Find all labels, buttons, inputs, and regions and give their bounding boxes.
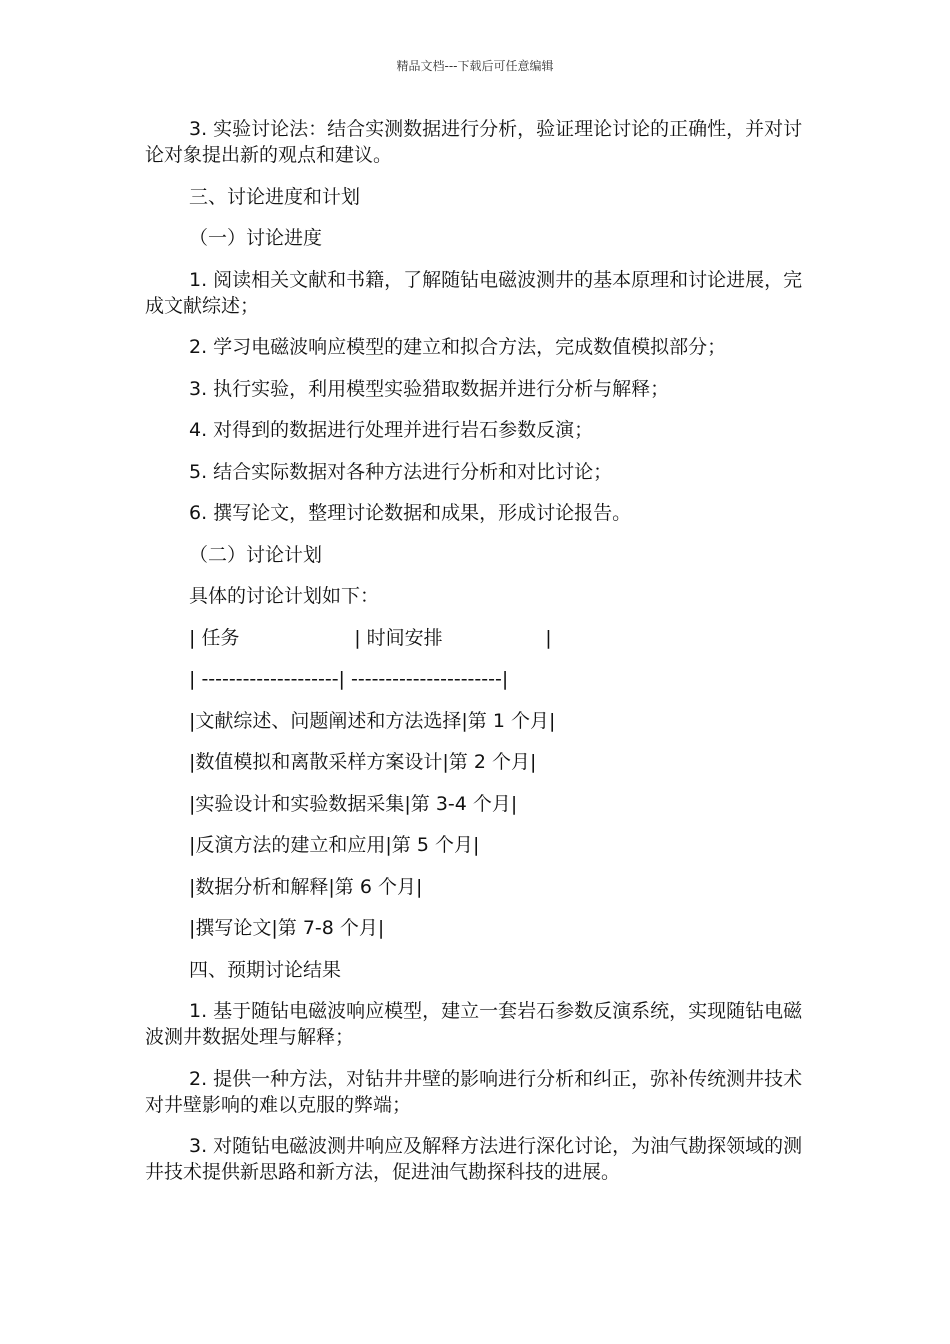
plan-table-row: |撰写论文|第 7-8 个月| — [189, 917, 385, 939]
result-item-1: 1. 基于随钻电磁波响应模型，建立一套岩石参数反演系统，实现随钻电磁波测井数据处理与解释； — [145, 1000, 803, 1048]
progress-item-3: 3. 执行实验，利用模型实验猎取数据并进行分析与解释； — [189, 377, 670, 400]
progress-item-4: 4. 对得到的数据进行处理并进行岩石参数反演； — [189, 419, 594, 441]
subheading-plan: （二）讨论计划 — [189, 543, 323, 566]
plan-table-row: |反演方法的建立和应用|第 5 个月| — [189, 834, 480, 856]
plan-table-row: |数值模拟和离散采样方案设计|第 2 个月| — [189, 751, 537, 773]
plan-table-row: |数据分析和解释|第 6 个月| — [189, 875, 423, 898]
document-body — [145, 116, 805, 1201]
plan-intro: 具体的讨论计划如下： — [189, 585, 380, 607]
result-item-3: 3. 对随钻电磁波测井响应及解释方法进行深化讨论，为油气勘探领域的测井技术提供新思路和新方法，促进油气勘探科技的进展。 — [145, 1135, 803, 1183]
plan-table-separator: | --------------------| ----------------------| — [189, 668, 509, 690]
result-item-2: 2. 提供一种方法，对钻井井壁的影响进行分析和纠正，弥补传统测井技术对井壁影响的难以克服的弊端； — [145, 1067, 803, 1116]
paragraph-experiment-method: 3. 实验讨论法：结合实测数据进行分析，验证理论讨论的正确性，并对讨论对象提出新的观点和建议。 — [145, 118, 803, 166]
heading-progress-and-plan: 三、讨论进度和计划 — [189, 185, 361, 208]
heading-expected-results: 四、预期讨论结果 — [189, 958, 342, 981]
plan-table-header: | 任务 | 时间安排 | — [189, 626, 552, 649]
progress-item-1: 1. 阅读相关文献和书籍，了解随钻电磁波测井的基本原理和讨论进展，完成文献综述； — [145, 268, 803, 317]
progress-item-2: 2. 学习电磁波响应模型的建立和拟合方法，完成数值模拟部分； — [189, 336, 727, 358]
plan-table-row: |实验设计和实验数据采集|第 3-4 个月| — [189, 792, 518, 815]
plan-table-row: |文献综述、问题阐述和方法选择|第 1 个月| — [189, 709, 556, 732]
progress-item-5: 5. 结合实际数据对各种方法进行分析和对比讨论； — [189, 460, 613, 483]
page-header: 精品文档---下载后可任意编辑 — [396, 59, 554, 73]
progress-item-6: 6. 撰写论文，整理讨论数据和成果，形成讨论报告。 — [189, 502, 632, 524]
subheading-progress: （一）讨论进度 — [189, 227, 323, 249]
